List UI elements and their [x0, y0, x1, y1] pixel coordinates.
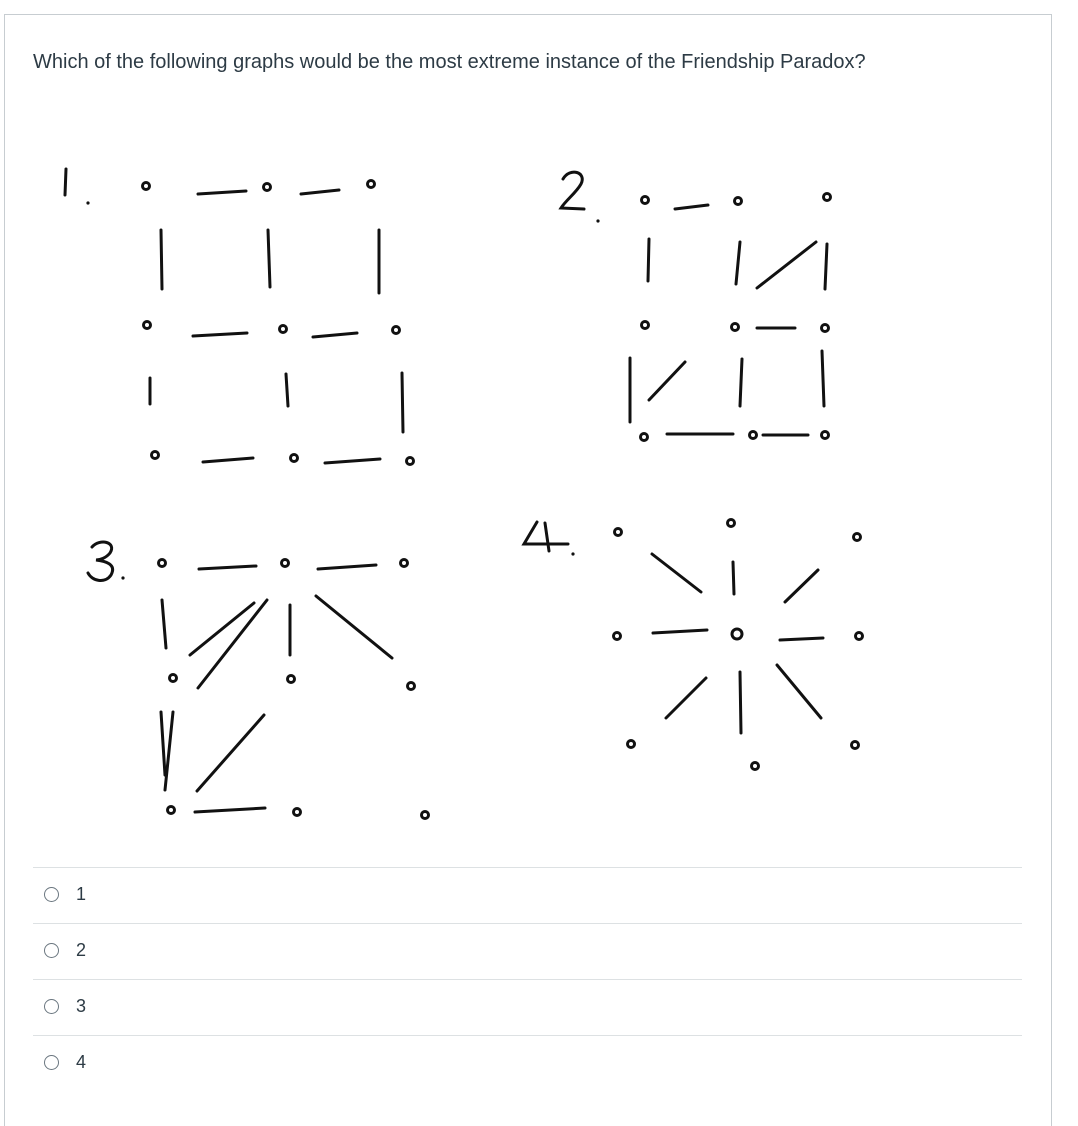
graph-2	[561, 172, 831, 440]
answer-option-4[interactable]	[33, 1035, 1022, 1091]
radio-button[interactable]	[44, 887, 59, 902]
answer-label: 1	[76, 884, 87, 904]
radio-button[interactable]	[44, 999, 59, 1014]
answer-list	[33, 867, 1022, 1091]
radio-button[interactable]	[44, 943, 59, 958]
answer-label: 3	[76, 996, 87, 1016]
graph-3	[88, 542, 429, 818]
answer-option-3[interactable]	[33, 979, 1022, 1035]
answer-label: 4	[76, 1052, 87, 1072]
answer-label: 2	[76, 940, 87, 960]
graphs-sketch	[0, 150, 1050, 840]
graph-1	[65, 169, 414, 465]
top-strip	[0, 0, 1078, 14]
graph-4	[524, 520, 863, 770]
answer-option-1[interactable]	[33, 867, 1022, 923]
answer-option-2[interactable]	[33, 923, 1022, 979]
radio-button[interactable]	[44, 1055, 59, 1070]
question-text: Which of the following graphs would be the most extreme instance of the Friendship Paradox?	[33, 51, 866, 73]
